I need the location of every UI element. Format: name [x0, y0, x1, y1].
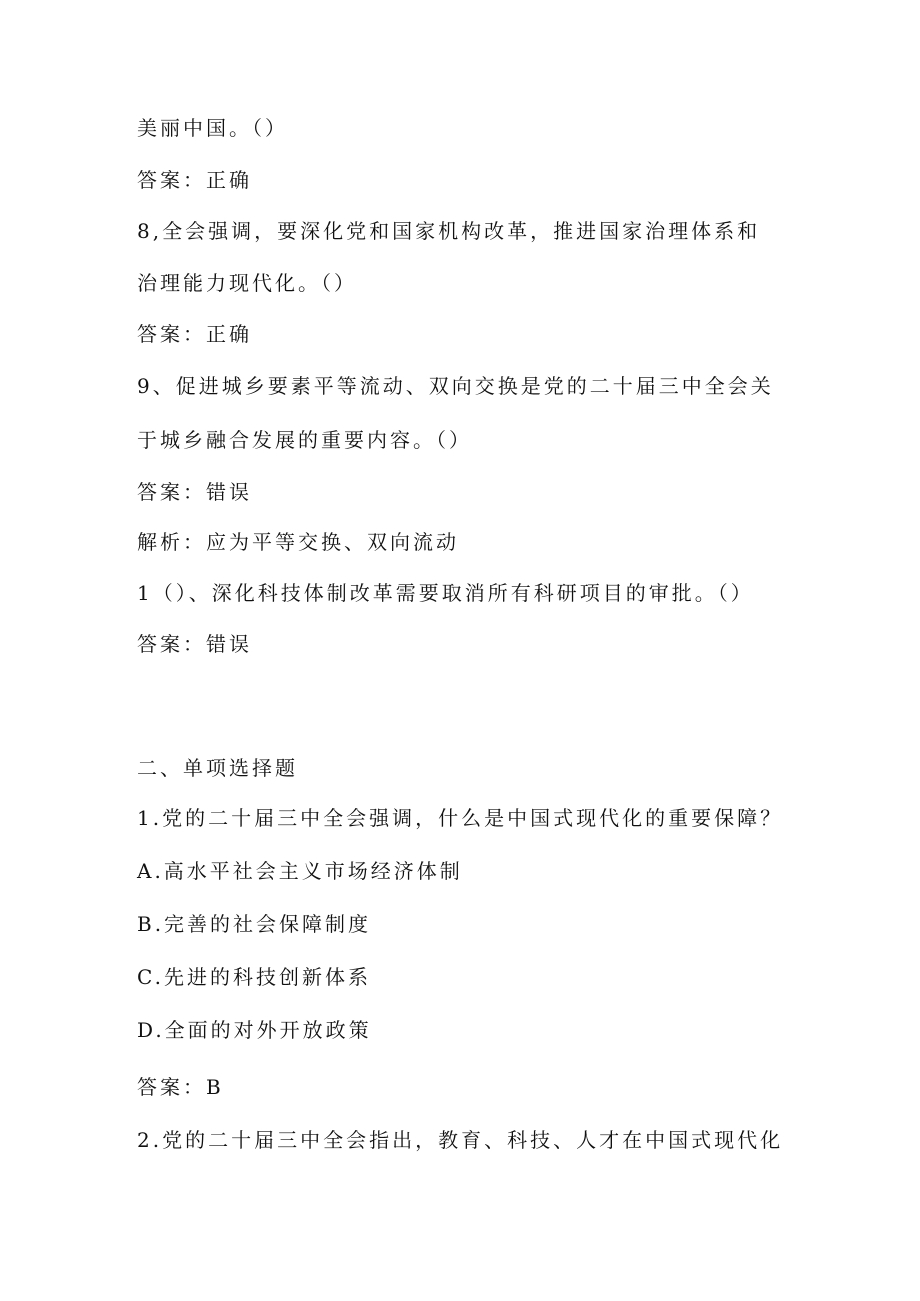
answer-line: 答案：B [137, 1075, 224, 1099]
answer-line: 答案：错误 [137, 480, 252, 504]
option-line: C.先进的科技创新体系 [137, 965, 371, 989]
option-line: B.完善的社会保障制度 [137, 912, 372, 936]
option-line: A.高水平社会主义市场经济体制 [137, 859, 463, 883]
option-line: D.全面的对外开放政策 [137, 1018, 372, 1042]
text-line: 于城乡融合发展的重要内容。（） [137, 428, 472, 452]
answer-line: 答案：正确 [137, 168, 252, 192]
question-line: 1（）、深化科技体制改革需要取消所有科研项目的审批。（） [137, 581, 754, 605]
question-line: 9、促进城乡要素平等流动、双向交换是党的二十届三中全会关 [137, 374, 774, 398]
question-line: 1.党的二十届三中全会强调，什么是中国式现代化的重要保障？ [137, 806, 784, 830]
answer-line: 答案：正确 [137, 322, 252, 346]
explanation-line: 解析：应为平等交换、双向流动 [137, 530, 459, 554]
question-line: 8,全会强调，要深化党和国家机构改革，推进国家治理体系和 [137, 219, 761, 243]
text-line: 美丽中国。（） [137, 116, 288, 140]
text-line: 治理能力现代化。（） [137, 271, 357, 295]
question-line: 2.党的二十届三中全会指出，教育、科技、人才在中国式现代化 [137, 1128, 784, 1152]
section-heading: 二、单项选择题 [137, 756, 298, 780]
answer-line: 答案：错误 [137, 632, 252, 656]
